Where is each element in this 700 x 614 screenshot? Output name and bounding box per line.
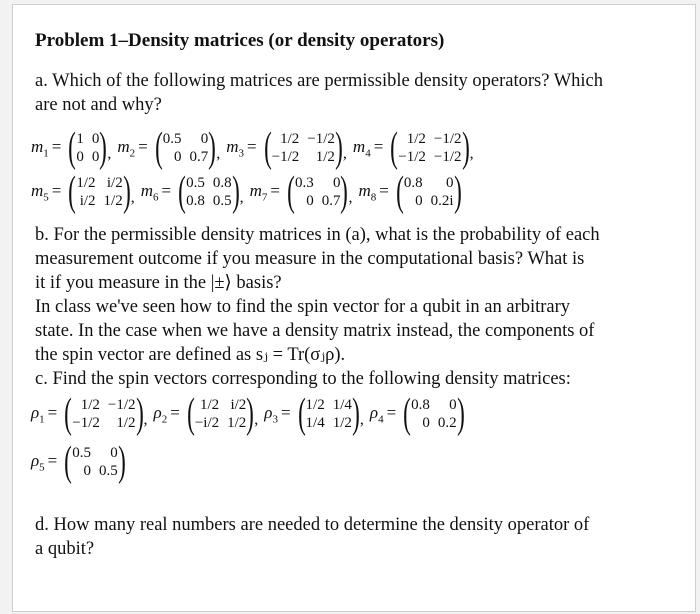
- matrix-cell: 1/2: [116, 415, 136, 431]
- matrix-cell: 0.5: [99, 463, 118, 479]
- matrix-cell: 1/2: [305, 397, 325, 413]
- matrix-label: $m_8$ =: [358, 180, 389, 204]
- part-d-line: d. How many real numbers are needed to determine the density operator of: [35, 515, 590, 535]
- matrix-cell: i/2: [230, 397, 247, 413]
- matrix-cell: −1/2: [433, 131, 462, 147]
- matrix-cell: 1/2: [199, 397, 220, 413]
- matrix-cell: 1/2: [103, 193, 123, 209]
- part-c-matrix-row-2: [31, 441, 126, 483]
- matrix: ( 0.5 0 0 0.7 ): [154, 125, 217, 171]
- matrix-cell: −1/2: [398, 149, 426, 165]
- matrix: ( 1/2 i/2 i/2 1/2 ): [68, 169, 131, 215]
- matrix-cell: 0.7: [189, 149, 209, 165]
- matrix-label: $\rho_5$ =: [31, 450, 58, 474]
- matrix-cell: 0.5: [72, 445, 92, 461]
- matrix-label: $\rho_1$ =: [31, 402, 58, 426]
- matrix-cell: 1: [76, 131, 84, 147]
- part-a-line: are not and why?: [35, 95, 162, 115]
- matrix: ( 0.5 0.8 0.8 0.5 ): [178, 169, 240, 215]
- matrix-label: $m_2$ =: [117, 136, 148, 160]
- matrix-cell: 0.5: [212, 193, 232, 209]
- matrix-label: $m_3$ =: [226, 136, 257, 160]
- matrix-cell: 0.8: [403, 175, 423, 191]
- matrix-cell: 0: [332, 175, 341, 191]
- matrix-cell: 0.5: [162, 131, 182, 147]
- matrix: ( 1/2 i/2 −i/2 1/2 ): [186, 391, 255, 437]
- matrix-cell: 1/2: [280, 131, 300, 147]
- part-b-line: state. In the case when we have a density matrix instead, the components of: [35, 321, 595, 341]
- matrix-label: $\rho_3$ =: [264, 402, 291, 426]
- matrix: ( 0.3 0 0 0.7 ): [287, 169, 349, 215]
- matrix-cell: 1/2: [80, 397, 100, 413]
- matrix-cell: 0: [83, 463, 92, 479]
- matrix: ( 0.8 0 0 0.2i ): [395, 169, 462, 215]
- matrix-cell: 1/2: [332, 415, 352, 431]
- matrix-cell: −1/2: [433, 149, 462, 165]
- part-a-matrix-row-1: $m_1$ = ( 1 0 0 0 ) , $m_2$ = ( 0.5 0 0 0.7 ) , $m_3$ = ( 1/2 −1/2 −1/2 1/2 ) , $m_4$ = ( 1/2 −1/2 −1/2 −1/2 ) ,: [31, 125, 474, 171]
- matrix-cell: −1/2: [307, 131, 335, 147]
- part-b-line: b. For the permissible density matrices in (a), what is the probability of each: [35, 225, 600, 245]
- matrix-cell: 0.2i: [430, 193, 454, 209]
- matrix-cell: i/2: [79, 193, 96, 209]
- part-c-question: [35, 367, 675, 391]
- matrix: ( 1/2 −1/2 −1/2 −1/2 ): [390, 125, 470, 171]
- matrix-cell: 0.8: [212, 175, 232, 191]
- matrix-label: $m_1$ =: [31, 136, 62, 160]
- matrix-cell: 0: [449, 397, 457, 413]
- matrix-cell: 1/2: [76, 175, 96, 191]
- matrix-cell: 1/2: [227, 415, 247, 431]
- matrix: ( 1/2 1/4 1/4 1/2 ): [297, 391, 360, 437]
- matrix-cell: 1/2: [315, 149, 335, 165]
- matrix-cell: 0: [91, 131, 100, 147]
- matrix-label: $m_6$ =: [140, 180, 172, 204]
- matrix-cell: 0: [415, 193, 423, 209]
- part-c-matrix-row-1: $\rho_1$ = ( 1/2 −1/2 −1/2 1/2 ) , $\rho_2$ = ( 1/2 i/2 −i/2 1/2 ) , $\rho_3$ = ( 1/2 1/4 1/4 1/2 ) , $\rho_4$ = ( 0.8 0 0 0.2 ): [31, 391, 465, 437]
- matrix-label: $\rho_4$ =: [369, 402, 397, 426]
- matrix-cell: 1/4: [305, 415, 325, 431]
- matrix-label: $m_4$ =: [352, 136, 384, 160]
- matrix-cell: 0: [110, 445, 118, 461]
- matrix-cell: 0.3: [294, 175, 314, 191]
- matrix-cell: 0.2: [437, 415, 457, 431]
- matrix-cell: 0: [422, 415, 430, 431]
- problem-title: Problem 1–Density matrices (or density operators): [35, 30, 445, 51]
- matrix-cell: −i/2: [194, 415, 220, 431]
- matrix-cell: 0.8: [186, 193, 205, 209]
- matrix-cell: 0: [200, 131, 209, 147]
- part-b-line: the spin vector are defined as sⱼ = Tr(σⱼρ).: [35, 345, 346, 365]
- part-c-line: c. Find the spin vectors corresponding to the following density matrices:: [35, 369, 571, 389]
- matrix-cell: 1/2: [406, 131, 426, 147]
- matrix-cell: 0.8: [411, 397, 430, 413]
- part-a-line: a. Which of the following matrices are permissible density operators? Which: [35, 71, 604, 91]
- matrix: ( 1/2 −1/2 −1/2 1/2 ): [263, 125, 343, 171]
- matrix: ( 1/2 −1/2 −1/2 1/2 ): [64, 391, 144, 437]
- matrix: ( 0.5 0 0 0.5 ): [64, 439, 126, 485]
- matrix-cell: 0.5: [186, 175, 205, 191]
- part-a-matrix-row-2: $m_5$ = ( 1/2 i/2 i/2 1/2 ) , $m_6$ = ( 0.5 0.8 0.8 0.5 ) , $m_7$ = ( 0.3 0 0 0.7 ) , $m_8$ = ( 0.8 0 0 0.2i ): [31, 169, 462, 215]
- matrix-label: $\rho_2$ =: [153, 402, 180, 426]
- matrix-cell: 0: [174, 149, 182, 165]
- matrix-cell: 0.7: [321, 193, 341, 209]
- matrix-cell: 0: [91, 149, 100, 165]
- part-b-line: measurement outcome if you measure in the computational basis? What is: [35, 249, 585, 269]
- part-b-line: In class we've seen how to find the spin vector for a qubit in an arbitrary: [35, 297, 571, 317]
- matrix-cell: −1/2: [72, 415, 100, 431]
- part-b-question: [35, 223, 675, 367]
- problem-page: [12, 4, 696, 612]
- part-d-question: [35, 513, 675, 561]
- matrix: ( 0.8 0 0 0.2 ): [403, 391, 465, 437]
- matrix-cell: 1/4: [332, 397, 352, 413]
- matrix-cell: 0: [446, 175, 454, 191]
- matrix-cell: 0: [306, 193, 314, 209]
- matrix-label: $m_5$ =: [31, 180, 62, 204]
- matrix-label: $m_7$ =: [249, 180, 280, 204]
- part-d-line: a qubit?: [35, 539, 95, 559]
- part-b-line: it if you measure in the |±⟩ basis?: [35, 273, 282, 293]
- matrix-cell: i/2: [106, 175, 123, 191]
- matrix-cell: −1/2: [107, 397, 136, 413]
- matrix-cell: −1/2: [271, 149, 300, 165]
- matrix: ( 1 0 0 0 ): [68, 125, 108, 171]
- part-a-question: [35, 69, 675, 117]
- matrix-cell: 0: [76, 149, 84, 165]
